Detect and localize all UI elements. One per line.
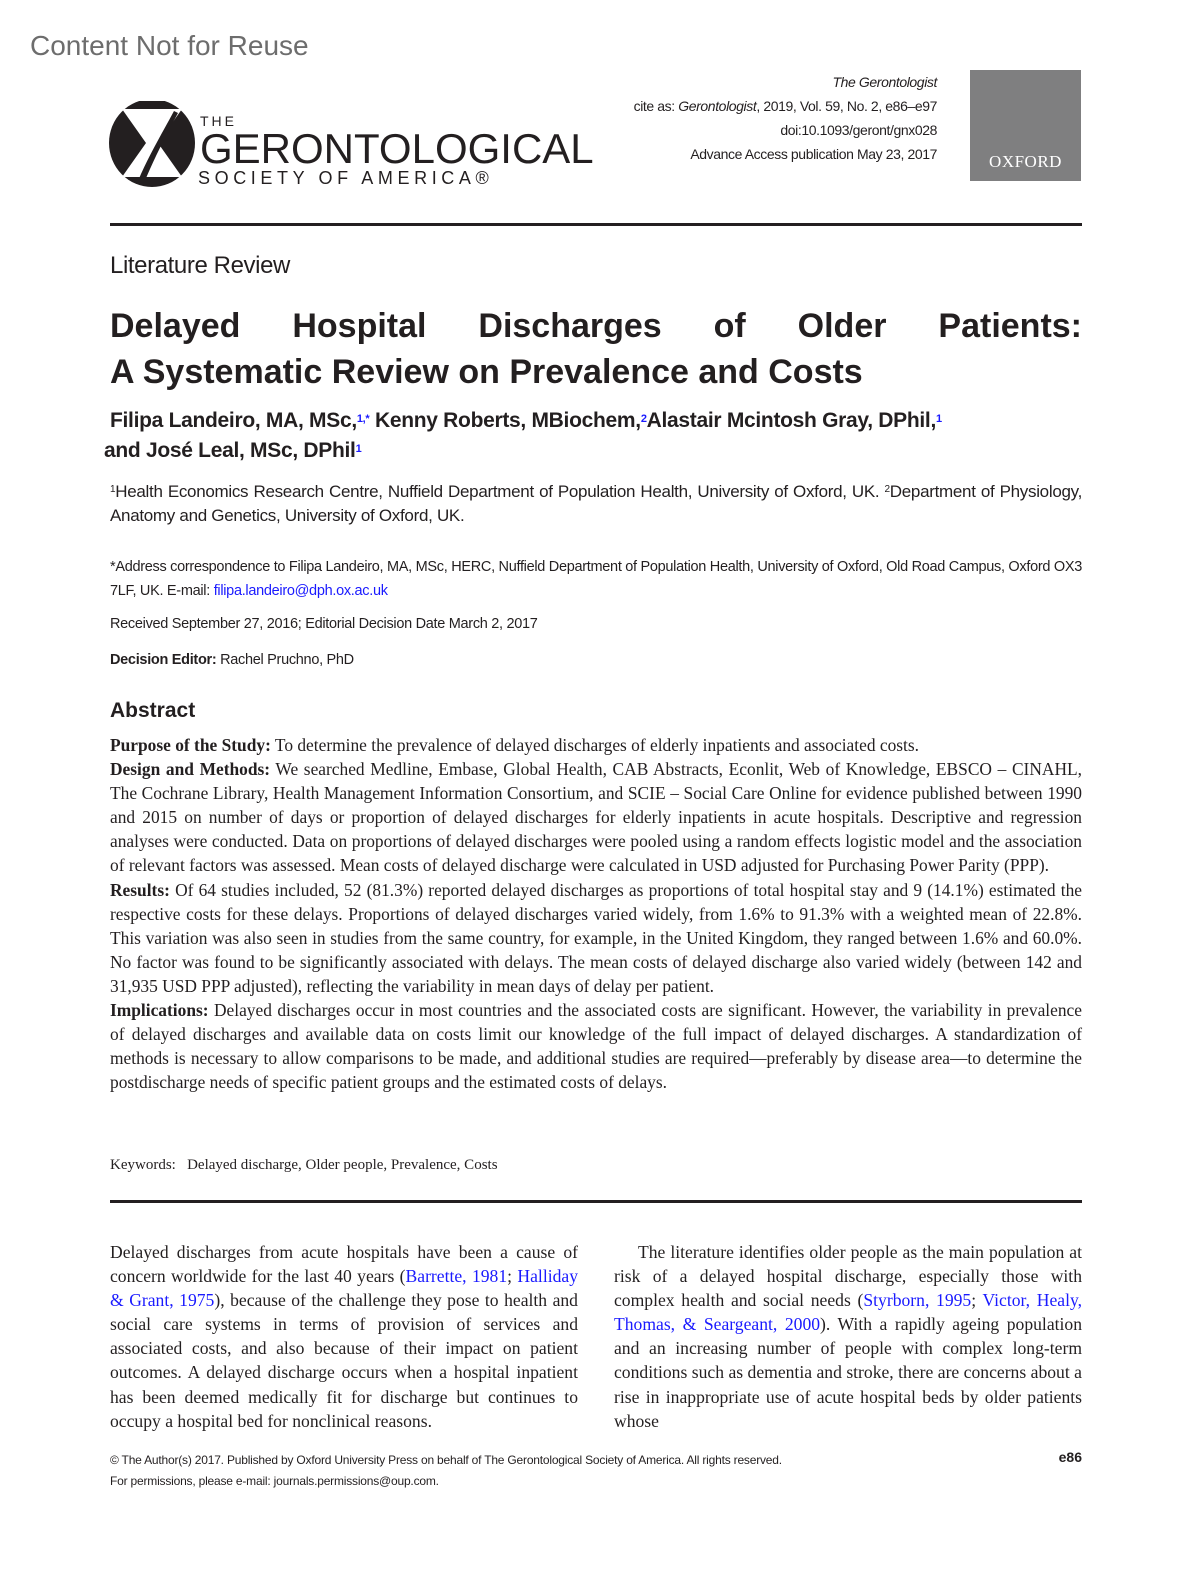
section-label: Literature Review — [110, 252, 290, 279]
cite-details: , 2019, Vol. 59, No. 2, e86–e97 — [756, 98, 937, 114]
logo-name: GERONTOLOGICAL — [200, 125, 594, 172]
author-affiliation-link[interactable]: 1 — [936, 413, 942, 425]
advance-access: Advance Access publication May 23, 2017 — [690, 146, 937, 162]
affiliation-1: Health Economics Research Centre, Nuffield Department of Population Health, University of Oxford, UK. — [115, 482, 885, 501]
body-text: ), because of the challenge they pose to health and social care systems in terms of provision of services and associated costs, and also because of their impact on patient outcomes. A delayed discharge occurs when a hospital inpatient has been deemed medically fit for discharge but continues to occupy a hospital bed for nonclinical reasons. — [110, 1290, 578, 1431]
logo-subtitle: SOCIETY OF AMERICA® — [198, 168, 494, 188]
implications-text: Delayed discharges occur in most countries and the associated costs are significant. However, the variability in prevalence of delayed discharges and available data on costs limit our knowledge of the full impact of delayed discharges. A standardization of methods is necessary to allow comparisons to be made, and additional studies are required—preferably by disease area—to determine the postdischarge needs of specific patient groups and the estimated costs of delays. — [110, 1000, 1082, 1093]
page-number: e86 — [1058, 1449, 1082, 1465]
divider — [110, 1200, 1082, 1203]
keywords — [110, 1157, 498, 1174]
body-text: The literature identifies older people as the main population at risk of a delayed hospital discharge, especially those with complex health and social needs ( — [614, 1242, 1082, 1311]
decision-editor — [110, 652, 354, 668]
citation-link[interactable]: Styrborn, 1995 — [863, 1290, 972, 1311]
copyright: © The Author(s) 2017. Published by Oxford University Press on behalf of The Gerontological Society of America. All rights reserved. — [110, 1453, 782, 1467]
permissions: For permissions, please e-mail: journals.permissions@oup.com. — [110, 1474, 439, 1488]
received-dates: Received September 27, 2016; Editorial Decision Date March 2, 2017 — [110, 616, 538, 632]
body-column-left — [110, 1240, 578, 1433]
gsa-logo — [108, 95, 594, 195]
title-line-2: A Systematic Review on Prevalence and Costs — [110, 353, 863, 391]
editor-label: Decision Editor: — [110, 652, 217, 668]
authors — [104, 406, 1082, 466]
purpose-label: Purpose of the Study: — [110, 735, 271, 755]
editor-name: Rachel Pruchno, PhD — [216, 652, 354, 668]
author-name: Kenny Roberts, MBiochem, — [369, 409, 641, 432]
abstract-heading: Abstract — [110, 699, 196, 722]
watermark: Content Not for Reuse — [30, 30, 309, 61]
results-text: Of 64 studies included, 52 (81.3%) reported delayed discharges as proportions of total hospital stay and 9 (14.1%) estimated the respective costs for these delays. Proportions of delayed discharges varied widely, from 1.6% to 91.3% with a weighted mean of 22.8%. This variation was also seen in studies from the same country, for example, in the United Kingdom, they ranged between 1.6% and 60.0%. No factor was found to be significantly associated with delays. The mean costs of delayed discharge also varied widely (between 142 and 31,935 USD PPP adjusted), reflecting the variability in mean days of delay per patient. — [110, 879, 1082, 996]
keywords-label: Keywords: — [110, 1157, 176, 1173]
body-text: ; — [971, 1290, 983, 1311]
author-name: and José Leal, MSc, DPhil — [104, 439, 356, 462]
journal-name: The Gerontologist — [832, 74, 937, 90]
affiliations — [110, 480, 1082, 528]
body-text: ; — [507, 1266, 518, 1287]
author-affiliation-link[interactable]: 2 — [640, 413, 647, 425]
design-text: We searched Medline, Embase, Global Health, CAB Abstracts, Econlit, Web of Knowledge, EBSCO – CINAHL, The Cochrane Library, Health Management Information Consortium, and SCIE – Social Care Online for evidence published between 1990 and 2015 on number of days or proportion of delayed discharges for elderly inpatients in acute hospitals. Descriptive and regression analyses were conducted. Data on proportions of delayed discharges were pooled using a random effects logistic model and the association of relevant factors was assessed. Mean costs of delayed discharge were calculated in USD adjusted for Purchasing Power Parity (PPP). — [110, 759, 1082, 876]
body-column-right — [614, 1240, 1082, 1433]
affiliation-marker: 2 — [884, 484, 890, 495]
citation-link[interactable]: Barrette, 1981 — [405, 1266, 508, 1287]
abstract-body — [110, 733, 1082, 1094]
divider — [110, 223, 1082, 226]
implications-label: Implications: — [110, 1000, 209, 1021]
doi: doi:10.1093/geront/gnx028 — [780, 122, 937, 138]
citation-block — [634, 70, 937, 166]
address-text: *Address correspondence to Filipa Landeiro, MA, MSc, HERC, Nuffield Department of Population Health, University of Oxford, Old Road Campus, Oxford OX3 7LF, UK. E-mail: — [110, 559, 1082, 599]
email-link[interactable]: filipa.landeiro@dph.ox.ac.uk — [213, 583, 388, 599]
body-text: ). With a rapidly ageing population and an increasing number of people with complex long-term conditions such as dementia and stroke, there are concerns about a rise in inappropriate use of acute hospital beds by older patients whose — [614, 1314, 1082, 1431]
hourglass-logo-icon — [108, 97, 198, 189]
citation-link[interactable]: Halliday & Grant, 1975 — [110, 1266, 579, 1311]
article-title — [110, 303, 1082, 395]
cite-journal: Gerontologist — [678, 98, 757, 114]
keywords-text: Delayed discharge, Older people, Prevalence, Costs — [175, 1157, 498, 1173]
logo-the: THE — [200, 113, 237, 129]
author-name: Alastair Mcintosh Gray, DPhil, — [646, 409, 936, 432]
results-label: Results: — [110, 879, 170, 900]
footer — [110, 1450, 782, 1492]
oxford-logo: OXFORD — [970, 70, 1081, 181]
purpose-text: To determine the prevalence of delayed discharges of elderly inpatients and associated costs. — [270, 735, 919, 755]
author-name: Filipa Landeiro, MA, MSc, — [110, 409, 357, 432]
author-affiliation-link[interactable]: 1 — [355, 443, 362, 455]
correspondence-address — [110, 555, 1082, 603]
affiliation-2: Department of Physiology, Anatomy and Genetics, University of Oxford, UK. — [110, 482, 1082, 525]
cite-prefix: cite as: — [633, 98, 679, 114]
citation-link[interactable]: Victor, Healy, Thomas, & Seargeant, 2000 — [614, 1290, 1083, 1335]
affiliation-marker: 1 — [110, 484, 116, 495]
body-text: Delayed discharges from acute hospitals have been a cause of concern worldwide for the last 40 years ( — [110, 1242, 578, 1287]
title-line-1: Delayed Hospital Discharges of Older Patients: — [110, 307, 1082, 345]
author-affiliation-link[interactable]: 1,* — [356, 413, 370, 425]
design-label: Design and Methods: — [110, 759, 271, 780]
